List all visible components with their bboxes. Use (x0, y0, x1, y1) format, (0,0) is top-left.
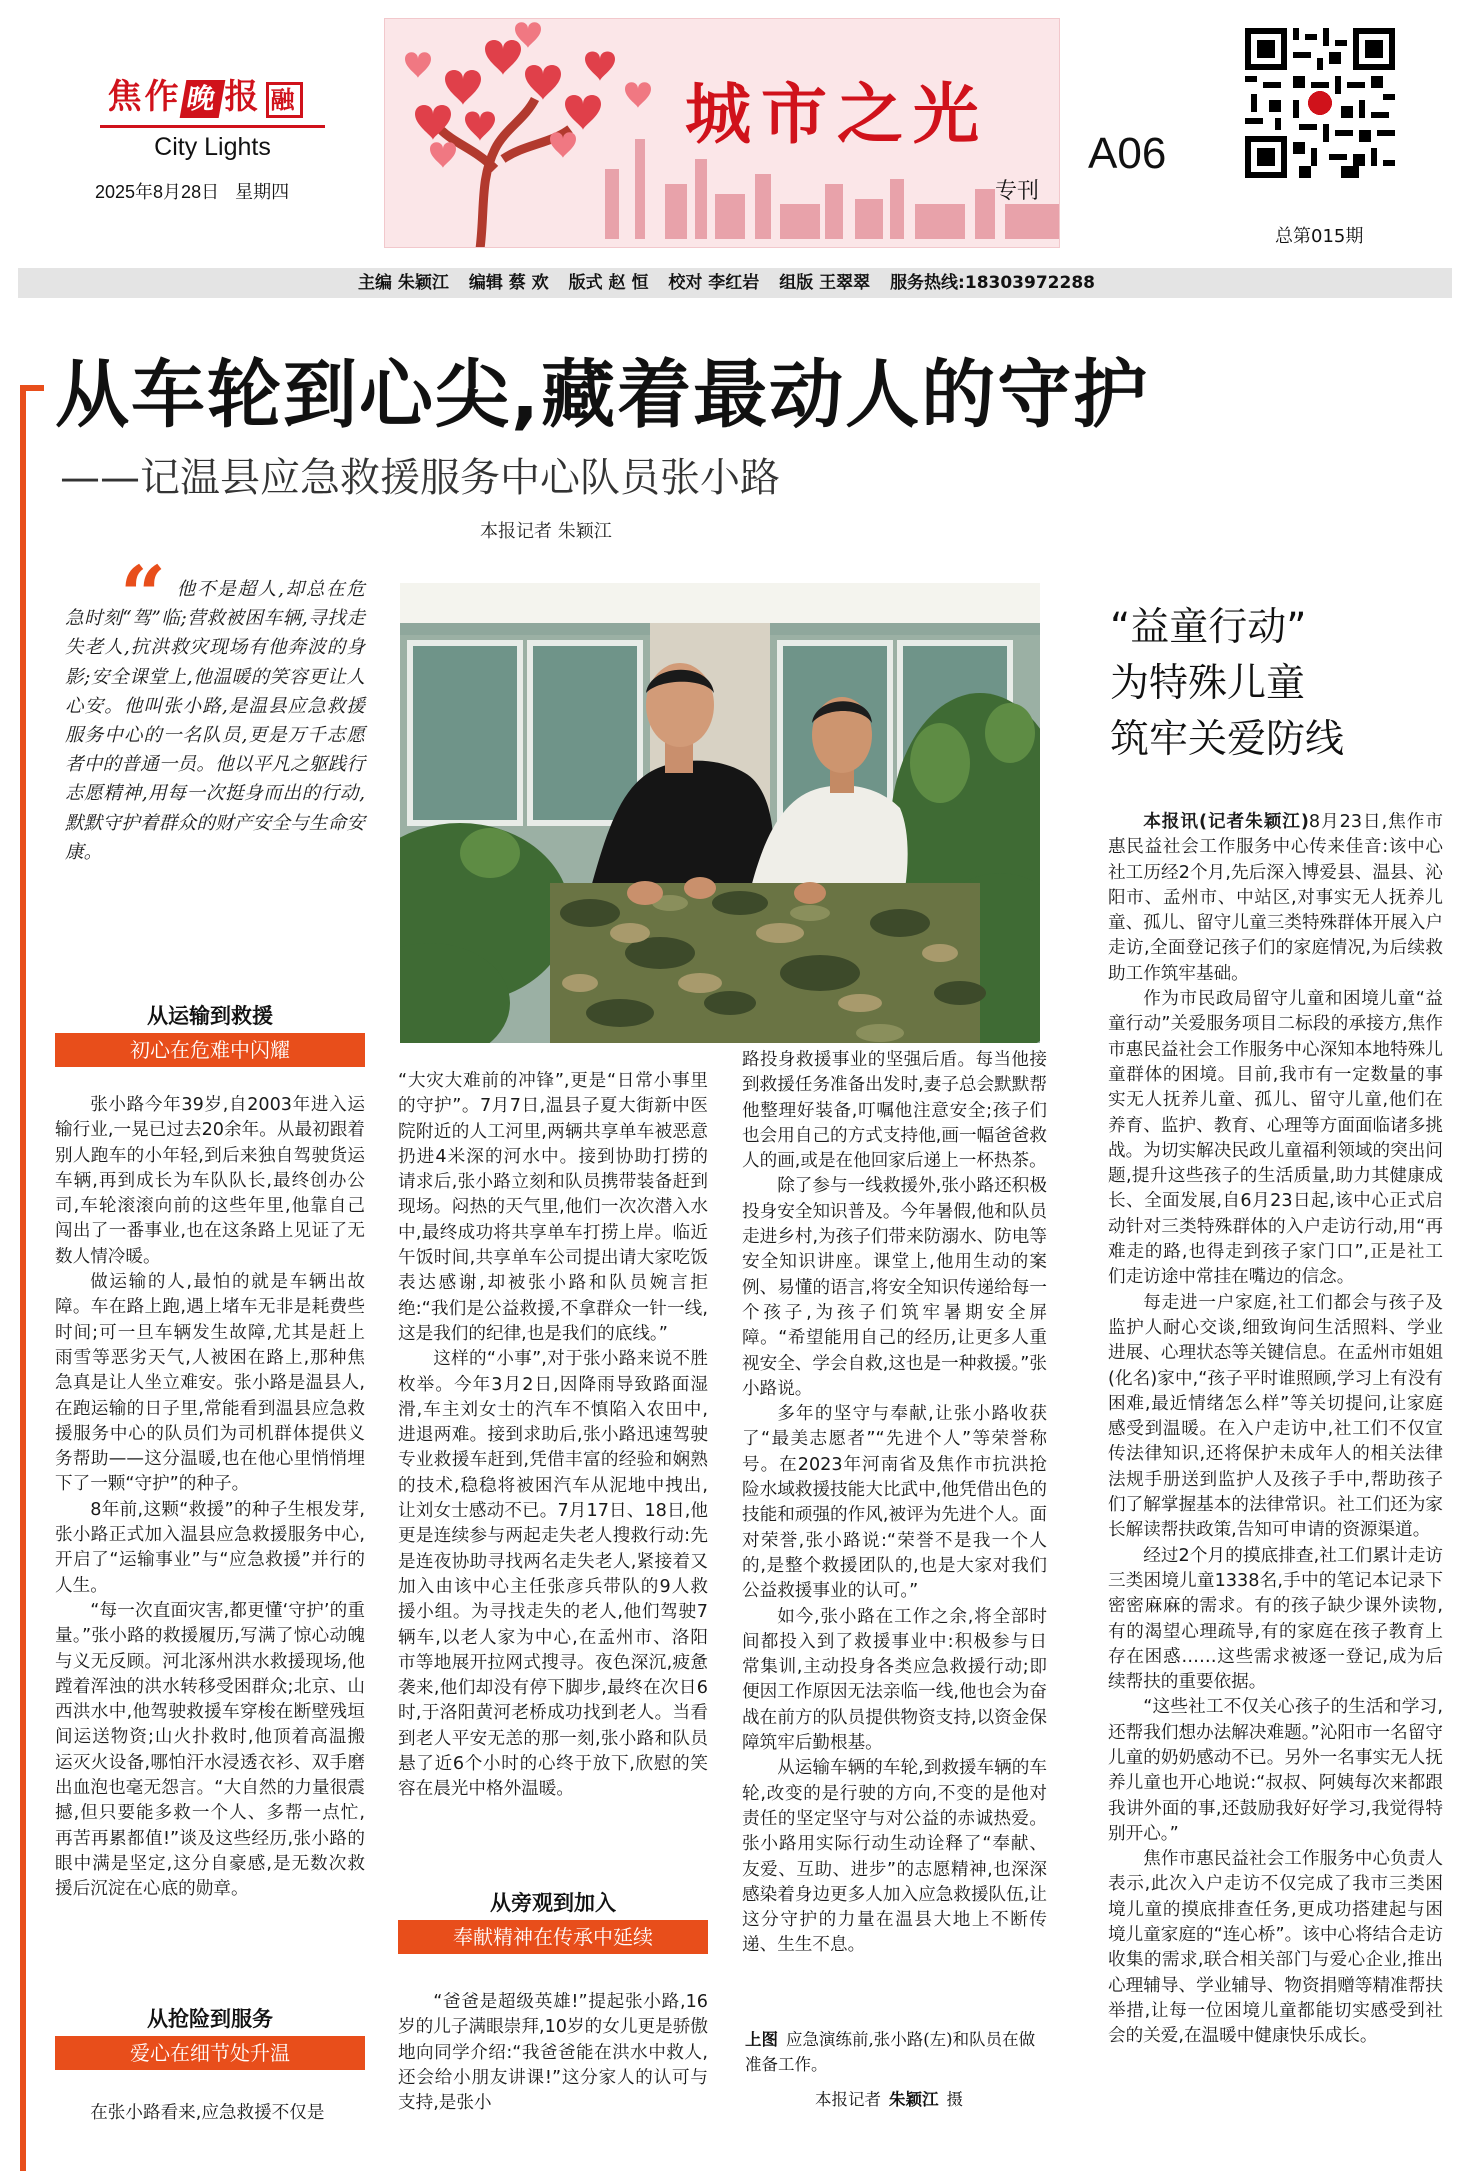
caption-label: 上图 (745, 2030, 778, 2049)
paragraph: 8年前,这颗“救援”的种子生根发芽,张小路正式加入温县应急救援服务中心,开启了“运输事业”与“应急救援”并行的人生。 (55, 1499, 365, 1596)
issue-date (95, 178, 335, 206)
paragraph: 多年的坚守与奉献,让张小路收获了“最美志愿者”“先进个人”等荣誉称号。在2023年河南省及焦作市抗洪抢险水域救援技能大比武中,他凭借出色的技能和顽强的作风,被评为先进个人。面对荣誉,张小路说:“荣誉不是我一个人的,是整个救援团队的,也是大家对我们公益救援事业的认可。” (742, 1404, 1047, 1602)
paragraph: 焦作市惠民益社会工作服务中心负责人表示,此次入户走访不仅完成了我市三类困境儿童的摸底排查任务,更成功搭建起与困境儿童家庭的“连心桥”。该中心将结合走访收集的需求,联合相关部门与爱心企业,推出心理辅导、学业辅导、物资捐赠等精准帮扶举措,让每一位困境儿童都能切实感受到社会的关爱,在温暖中健康快乐成长。 (1108, 1849, 1443, 2047)
article-headline: 从车轮到心尖,藏着最动人的守护 (55, 352, 1150, 438)
column-2 (398, 1069, 708, 1803)
paragraph: 除了参与一线救援外,张小路还积极投身安全知识普及。今年暑假,他和队员走进乡村,为孩子们带来防溺水、防电等安全知识讲座。课堂上,他用生动的案例、易懂的语言,将安全知识传递给每一个孩子,为孩子们筑牢暑期安全屏障。“希望能用自己的经历,让更多人重视安全、学会自救,这也是一种救援。”张小路说。 (742, 1176, 1048, 1399)
section-1-title: 从运输到救援 (147, 1004, 273, 1028)
staff-proofreader: 校对 李红岩 (668, 273, 760, 293)
dateline-reporter: (记者朱颖江) (1198, 812, 1309, 832)
section-subtitle: 专刊 (995, 179, 1040, 204)
article-lead (65, 575, 365, 867)
article-frame-corner (20, 385, 44, 391)
paragraph: 在张小路看来,应急救援不仅是 (90, 2103, 325, 2123)
paragraph: 这样的“小事”,对于张小路来说不胜枚举。今年3月2日,因降雨导致路面湿滑,车主刘女士的汽车不慎陷入农田中,进退两难。接到求助后,张小路迅速驾驶专业救援车赶到,凭借丰富的经验和娴熟的技术,稳稳将被困汽车从泥地中拽出,让刘女士感动不已。7月17日、18日,他更是连续参与两起走失老人搜救行动:先是连夜协助寻找两名走失老人,紧接着又加入由该中心主任张彦兵带队的9人救援小组。为寻找走失的老人,他们驾驶7辆车,以老人家为中心,在孟州市、洛阳市等地展开拉网式搜寻。夜色深沉,疲惫袭来,他们却没有停下脚步,最终在次日6时,于洛阳黄河老桥成功找到老人。当看到老人平安无恙的那一刻,张小路和队员悬了近6个小时的心终于放下,欣慰的笑容在晨光中格外温暖。 (398, 1349, 708, 1800)
quote-mark-icon: “ (120, 548, 167, 642)
article-byline: 本报记者 朱颖江 (480, 521, 612, 542)
photo-caption (745, 2027, 1045, 2077)
section-2-title: 从抢险到服务 (147, 2007, 273, 2031)
staff-editor: 编辑 蔡 欢 (468, 273, 549, 293)
paragraph: 路投身救援事业的坚强后盾。每当他接到救援任务准备出发时,妻子总会默默帮他整理好装备,叮嘱他注意安全;孩子们也会用自己的方式支持他,画一幅爸爸救人的画,或是在他回家后递上一杯热茶。 (742, 1050, 1047, 1172)
photo-credit: 本报记者 朱颖江 摄 (815, 2090, 963, 2109)
side-article-title (1110, 600, 1430, 768)
side-title-line: 为特殊儿童 (1110, 661, 1306, 706)
staff-bar (18, 268, 1452, 298)
paragraph: 每走进一户家庭,社工们都会与孩子及监护人耐心交谈,细致询问生活照料、学业进展、心理状态等关键信息。在孟州市姐姐(化名)家中,“孩子平时谁照顾,学习上有没有困难,最近情绪怎么样”等关切提问,让家庭感受到温暖。在入户走访中,社工们不仅宣传法律知识,还将保护未成年人的相关法律法规手册送到监护人及孩子手中,帮助孩子们了解掌握基本的法律常识。社工们还为家长解读帮扶政策,告知可申请的资源渠道。 (1108, 1292, 1443, 1541)
paragraph: “爸爸是超级英雄!”提起张小路,16岁的儿子满眼崇拜,10岁的女儿更是骄傲地向同学介绍:“我爸爸能在洪水中救人,还会给小朋友讲课!”这分家人的认可与支持,是张小 (398, 1992, 708, 2114)
side-title-line: 筑牢关爱防线 (1110, 717, 1345, 762)
section-title: 城市之光 (685, 75, 989, 153)
column-1-continued (55, 2101, 365, 2126)
qr-code-icon (1245, 28, 1395, 178)
issue-number: 总第015期 (1275, 226, 1364, 247)
paragraph: “大灾大难前的冲锋”,更是“日常小事里的守护”。7月7日,温县子夏大街新中医院附近的人工河里,两辆共享单车被恶意扔进4米深的河水中。接到协助打捞的请求后,张小路立刻和队员携带装备赶到现场。闷热的天气里,他们一次次潜入水中,最终成功将共享单车打捞上岸。临近午饭时间,共享单车公司提出请大家吃饭表达感谢,却被张小路和队员婉言拒绝:“我们是公益救援,不拿群众一针一线,这是我们的纪律,也是我们的底线。” (398, 1071, 708, 1344)
section-1-bar: 初心在危难中闪耀 (55, 1033, 365, 1067)
page-number: A06 (1088, 129, 1167, 178)
section-banner (384, 18, 1060, 248)
column-3 (742, 1048, 1047, 1959)
staff-editor-in-chief: 主编 朱颖江 (358, 273, 449, 293)
paragraph: 经过2个月的摸底排查,社工们累计走访三类困境儿童1338名,手中的笔记本记录下密密麻麻的需求。有的孩子缺少课外读物,有的渴望心理疏导,有的家庭在孩子教育上存在困惑……这些需求被逐一登记,成为后续帮扶的重要依据。 (1108, 1545, 1443, 1693)
weekday: 星期四 (235, 182, 290, 202)
paragraph: 如今,张小路在工作之余,将全部时间都投入到了救援事业中:积极参与日常集训,主动投身各类应急救援行动;即便因工作原因无法亲临一线,他也会为奋战在前方的队员提供物资支持,以资金保障筑牢后勤根基。 (742, 1606, 1047, 1754)
edition-name: City Lights (154, 133, 271, 161)
side-article-body (1108, 810, 1443, 2050)
staff-typesetter: 组版 王翠翠 (779, 273, 871, 293)
section-3-bar: 奉献精神在传承中延续 (398, 1920, 708, 1954)
paragraph: 本报讯(记者朱颖江)8月23日,焦作市惠民益社会工作服务中心传来佳音:该中心社工历经2个月,先后深入博爱县、温县、沁阳市、孟州市、中站区,对事实无人抚养儿童、孤儿、留守儿童三类特殊群体开展入户走访,全面登记孩子们的家庭情况,为后续救助工作筑牢基础。 (1108, 812, 1443, 984)
date: 2025年8月28日 (95, 182, 220, 202)
paragraph: “这些社工不仅关心孩子的生活和学习,还帮我们想办法解决难题。”沁阳市一名留守儿童的奶奶感动不已。另外一名事实无人抚养儿童也开心地说:“叔叔、阿姨每次来都跟我讲外面的事,还鼓励我好好学习,我觉得特别开心。” (1108, 1697, 1443, 1844)
service-hotline: 服务热线:18303972288 (890, 273, 1095, 293)
paragraph: 从运输车辆的车轮,到救援车辆的车轮,改变的是行驶的方向,不变的是他对责任的坚定坚守与对公益的赤诚热爱。张小路用实际行动生动诠释了“奉献、友爱、互助、进步”的志愿精神,也深深感染着身边更多人加入应急救援队伍,让这分守护的力量在温县大地上不断传递、生生不息。 (742, 1758, 1047, 1956)
caption-text: 应急演练前,张小路(左)和队员在做准备工作。 (745, 2030, 1036, 2074)
lead-text: 他不是超人,却总在危急时刻“驾”临;营救被困车辆,寻找走失老人,抗洪救灾现场有他奔波的身影;安全课堂上,他温暖的笑容更让人心安。他叫张小路,是温县应急救援服务中心的一名队员,更是万千志愿者中的普通一员。他以平凡之躯践行志愿精神,用每一次挺身而出的行动,默默守护着群众的财产安全与生命安康。 (65, 579, 365, 863)
newspaper-logo: 焦作 晚报 融 (100, 68, 310, 126)
article-frame-line (20, 385, 26, 2171)
column-1 (55, 1093, 365, 1903)
section-2-bar: 爱心在细节处升温 (55, 2036, 365, 2070)
paragraph: 张小路今年39岁,自2003年进入运输行业,一晃已过去20余年。从最初跟着别人跑车的小年轻,到后来独自驾驶货运车辆,再到成长为车队队长,最终创办公司,车轮滚滚向前的这些年里,他靠自己闯出了一番事业,也在这条路上见证了无数人情冷暖。 (55, 1095, 365, 1267)
dateline-label: 本报讯 (1143, 812, 1199, 832)
rescue-drill-photo (400, 583, 1040, 1043)
paragraph: 作为市民政局留守儿童和困境儿童“益童行动”关爱服务项目二标段的承接方,焦作市惠民益社会工作服务中心深知本地特殊儿童群体的困境。目前,我市有一定数量的事实无人抚养儿童、孤儿、留守儿童,他们在养育、监护、教育、心理等方面面临诸多挑战。为切实解决民政儿童福利领域的突出问题,提升这些孩子的生活质量,助力其健康成长、全面发展,自6月23日起,该中心正式启动针对三类特殊群体的入户走访行动,用“再难走的路,也得走到孩子家门口”,正是社工们走访途中常挂在嘴边的信念。 (1108, 989, 1443, 1288)
column-2-continued (398, 1990, 708, 2116)
article-subhead: ——记温县应急救援服务中心队员张小路 (60, 455, 780, 501)
article-photo (400, 583, 1040, 1043)
staff-layout: 版式 赵 恒 (568, 273, 649, 293)
paragraph: 做运输的人,最怕的就是车辆出故障。车在路上跑,遇上堵车无非是耗费些时间;可一旦车辆发生故障,尤其是赶上雨雪等恶劣天气,人被困在路上,那种焦急真是让人坐立难安。张小路是温县人,在跑运输的日子里,常能看到温县应急救援服务中心的队员们为司机群体提供义务帮助——这分温暖,也在他心里悄悄埋下了一颗“守护”的种子。 (55, 1272, 365, 1495)
paragraph: “每一次直面灾害,都更懂‘守护’的重量。”张小路的救援履历,写满了惊心动魄与义无反顾。河北涿州洪水救援现场,他蹚着浑浊的洪水转移受困群众;北京、山西洪水中,他驾驶救援车穿梭在断壁残垣间运送物资;山火扑救时,他顶着高温搬运灭火设备,哪怕汗水浸透衣衫、双手磨出血泡也毫无怨言。“大自然的力量很震撼,但只要能多救一个人、多帮一点忙,再苦再累都值!”谈及这些经历,张小路的眼中满是坚定,这分自豪感,是无数次救援后沉淀在心底的勋章。 (55, 1600, 365, 1900)
side-title-line: “益童行动” (1110, 605, 1307, 650)
section-3-title: 从旁观到加入 (490, 1891, 616, 1915)
